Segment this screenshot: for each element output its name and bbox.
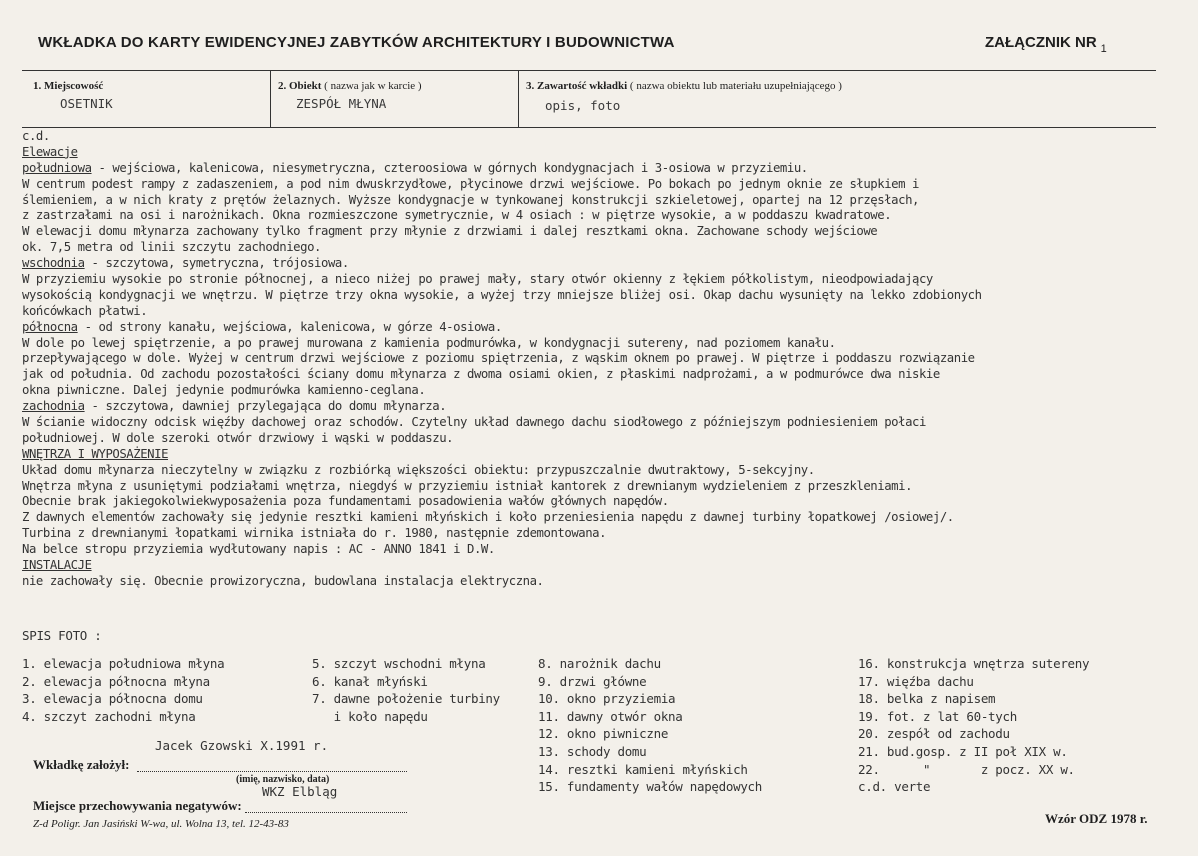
printer-imprint: Z-d Poligr. Jan Jasiński W-wa, ul. Wolna 13, tel. 12-43-83	[33, 818, 289, 830]
text-line: W dole po lewej spiętrzenie, a po prawej murowana z kamienia podmurówka, w kondygnacji sutereny, nad poziomem kanału.	[22, 335, 836, 350]
field-object-sub: ( nazwa jak w karcie )	[324, 80, 422, 92]
text-line: Turbina z drewnianymi łopatkami wirnika istniała do r. 1980, następnie zdemontowana.	[22, 526, 607, 541]
photo-item: c.d. verte	[858, 779, 931, 795]
text-line: wschodnia - szczytowa, symetryczna, trójosiowa.	[22, 256, 349, 271]
photo-item: 6. kanał młyński	[312, 673, 428, 689]
section-heading: Elewacje	[22, 144, 78, 159]
photo-item: 2. elewacja północna młyna	[22, 673, 210, 689]
text-line: ślemieniem, a w nich kraty z prętów żelaznych. Wyższe kondygnacje w tynkowanej konstrukcji szkieletowej, opartej na 12 przęsłach,	[22, 192, 919, 207]
text-line: wysokością kondygnacji we wnętrzu. W piętrze trzy okna wysokie, a wyżej trzy mniejsze bliżej osi. Okap dachu wysunięty na lekko zdobionych	[22, 287, 982, 302]
attachment-label	[985, 34, 1107, 55]
storage-label: Miejsce przechowywania negatywów:	[33, 798, 242, 813]
photo-item: 20. zespół od zachodu	[858, 726, 1010, 742]
author-label: Wkładkę założył:	[33, 757, 130, 772]
field-object-label	[278, 80, 422, 92]
text-line: Na belce stropu przyziemia wydłutowany napis : AC - ANNO 1841 i D.W.	[22, 542, 495, 557]
photo-item: 4. szczyt zachodni młyna	[22, 708, 196, 724]
text-line: zachodnia - szczytowa, dawniej przylegająca do domu młynarza.	[22, 399, 447, 414]
author-caption: (imię, nazwisko, data)	[236, 774, 330, 785]
photo-item: 17. więźba dachu	[858, 673, 974, 689]
text-line: Z dawnych elementów zachowały się jedynie resztki kamieni młyńskich i koło przeniesienia napędu z dawnej turbiny łopatkowej /osiowej/.	[22, 510, 954, 525]
photo-item: 21. bud.gosp. z II poł XIX w.	[858, 743, 1068, 759]
text-line: południowej. W dole szeroki otwór drzwiowy i wąski w poddaszu.	[22, 430, 454, 445]
description-text	[22, 129, 1182, 590]
text-line: Układ domu młynarza nieczytelny w związku z rozbiórką większości obiektu: przypuszczalnie dwutraktowy, 5-sekcyjny.	[22, 462, 815, 477]
text-line: nie zachowały się. Obecnie prowizoryczna, budowlana instalacja elektryczna.	[22, 573, 544, 588]
photo-list-heading: SPIS FOTO :	[22, 628, 102, 643]
text-line: końcówkach płatwi.	[22, 303, 148, 318]
field-content-value: opis, foto	[545, 98, 621, 113]
field-divider-2	[518, 70, 519, 128]
photo-list-col-1	[22, 655, 224, 725]
text-line: północna - od strony kanału, wejściowa, kalenicowa, w górze 4-osiowa.	[22, 319, 502, 334]
author-value: Jacek Gzowski X.1991 r.	[155, 738, 329, 753]
text-line: c.d.	[22, 129, 50, 143]
text-line: Wnętrza młyna z usuniętymi podziałami wnętrza, niegdyś w przyziemiu istniał kantorek z drewnianym wydzieleniem z przeszkleniami.	[22, 478, 913, 493]
attachment-number: 1	[1100, 43, 1107, 55]
photo-item: 22. " z pocz. XX w.	[858, 761, 1075, 777]
photo-item: 13. schody domu	[538, 743, 647, 759]
photo-item: 10. okno przyziemia	[538, 691, 676, 707]
form-title: WKŁADKA DO KARTY EWIDENCYJNEJ ZABYTKÓW ARCHITEKTURY I BUDOWNICTWA	[38, 34, 675, 51]
text-line: Obecnie brak jakiegokolwiekwyposażenia poza fundamentami posadowienia wałów głównych napędów.	[22, 494, 669, 509]
text-line: W ścianie widoczny odcisk więźby dachowej oraz schodów. Czytelny układ dawnego dachu siodłowego z późniejszym podniesieniem połaci	[22, 415, 926, 430]
field-object-value: ZESPÓŁ MŁYNA	[296, 96, 387, 111]
text-line: W przyziemiu wysokie po stronie północnej, a nieco niżej po prawej mały, stary otwór okienny z łękiem półkolistym, nieodpowiadający	[22, 272, 933, 287]
section-heading: WNĘTRZA I WYPOSAŻENIE	[22, 446, 169, 461]
section-heading: INSTALACJE	[22, 558, 92, 573]
text-line: przepływającego w dole. Wyżej w centrum drzwi wejściowe z poziomu spiętrzenia, z wąskim oknem po prawej. W piętrze i poddaszu rozwiązanie	[22, 351, 975, 366]
text-line: W elewacji domu młynarza zachowany tylko fragment przy młynie z drzwiami i dalej resztkami okna. Zachowane schody wejściowe	[22, 224, 878, 239]
form-id: Wzór ODZ 1978 r.	[1045, 811, 1148, 826]
photo-item: 18. belka z napisem	[858, 691, 996, 707]
text-line: z zastrzałami na osi i narożnikach. Okna rozmieszczone symetrycznie, w 4 osiach : w piętrze wysokie, a w poddaszu kwadratowe.	[22, 208, 892, 223]
field-locality-value: OSETNIK	[60, 96, 113, 111]
field-content-label	[526, 80, 842, 92]
photo-list-col-2	[312, 655, 500, 725]
photo-item: 9. drzwi główne	[538, 673, 647, 689]
photo-item: 14. resztki kamieni młyńskich	[538, 761, 748, 777]
photo-list-col-4	[858, 655, 1089, 796]
text-line: okna piwniczne. Dalej jedynie podmurówka kamienno-ceglana.	[22, 383, 426, 398]
storage-line	[245, 812, 407, 813]
storage-value: WKZ Elbląg	[262, 784, 338, 799]
field-content-label-text: 3. Zawartość wkładki	[526, 80, 628, 92]
elevation-name: południowa	[22, 160, 92, 175]
photo-item: i koło napędu	[312, 708, 428, 724]
text-line: południowa - wejściowa, kalenicowa, niesymetryczna, czteroosiowa w górnych kondygnacjach i 3-osiowa w przyziemiu.	[22, 160, 808, 175]
photo-item: 8. narożnik dachu	[538, 656, 661, 671]
field-content-sub: ( nazwa obiektu lub materiału uzupełniającego )	[629, 80, 842, 92]
text-line: W centrum podest rampy z zadaszeniem, a pod nim dwuskrzydłowe, płycinowe drzwi wejściowe. Po bokach po jednym oknie ze słupkiem i	[22, 176, 919, 191]
elevation-name: wschodnia	[22, 256, 85, 271]
photo-item: 11. dawny otwór okna	[538, 708, 683, 724]
header-rule-top	[22, 70, 1156, 71]
photo-item: 5. szczyt wschodni młyna	[312, 656, 486, 671]
photo-item: 15. fundamenty wałów napędowych	[538, 779, 762, 795]
field-divider-1	[270, 70, 271, 128]
photo-list-col-3	[538, 655, 762, 796]
text-line: jak od południa. Od zachodu pozostałości ściany domu młynarza z dwoma osiami okien, z płaskimi nadprożami, a w podmurówce dwa niskie	[22, 367, 940, 382]
photo-item: 12. okno piwniczne	[538, 726, 669, 742]
field-locality-label: 1. Miejscowość	[33, 80, 104, 92]
photo-item: 16. konstrukcja wnętrza sutereny	[858, 656, 1090, 671]
field-object-label-text: 2. Obiekt	[278, 80, 322, 92]
elevation-name: północna	[22, 319, 78, 334]
photo-item: 7. dawne położenie turbiny	[312, 691, 500, 707]
photo-item: 1. elewacja południowa młyna	[22, 656, 225, 671]
text-line: ok. 7,5 metra od linii szczytu zachodniego.	[22, 240, 321, 255]
author-line	[137, 771, 407, 772]
photo-item: 19. fot. z lat 60-tych	[858, 708, 1017, 724]
elevation-name: zachodnia	[22, 399, 85, 414]
header-rule-bottom	[22, 127, 1156, 128]
photo-item: 3. elewacja północna domu	[22, 691, 203, 707]
attachment-label-text: ZAŁĄCZNIK NR	[985, 34, 1097, 51]
